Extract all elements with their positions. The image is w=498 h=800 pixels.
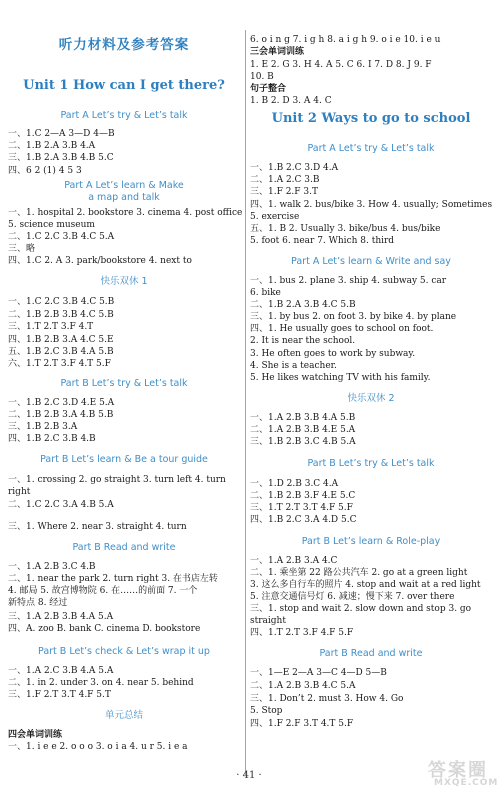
- answer-line: 三、1.T 2.T 3.T 4.F 5.F: [250, 503, 353, 513]
- section-heading: a map and talk: [88, 192, 160, 203]
- section-heading: Part A Let’s learn & Write and say: [291, 256, 451, 267]
- unit-title: Unit 2 Ways to go to school: [271, 111, 471, 126]
- watermark-url: MXQE.COM: [434, 778, 498, 788]
- answer-line: 1. B 2. D 3. A 4. C: [250, 96, 332, 106]
- answer-line: 5. exercise: [250, 212, 300, 222]
- answer-line: 三、1.B 2.A 3.B 4.B 5.C: [8, 153, 114, 163]
- answer-line: straight: [250, 616, 286, 626]
- answer-line: 一、1.B 2.C 3.D 4.A: [250, 163, 339, 173]
- answer-line: 4. She is a teacher.: [250, 361, 337, 371]
- watermark-text: 答案圈: [428, 760, 488, 781]
- section-heading: 快乐双休 2: [347, 393, 395, 404]
- answer-line: 3. 这么多自行车的照片 4. stop and wait at a red light: [250, 580, 481, 590]
- answer-line: 四、1.T 2.T 3.F 4.F 5.F: [250, 628, 354, 638]
- section-heading: 单元总结: [104, 710, 143, 721]
- answer-line: 二、1.B 2.B 3.F 4.E 5.C: [250, 491, 356, 501]
- answer-line: 四、6 2 (1) 4 5 3: [8, 166, 82, 176]
- section-heading: Part B Read and write: [319, 648, 423, 659]
- answer-line: 一、1.A 2.B 3.B 4.A 5.B: [250, 413, 356, 423]
- answer-line: 四、1.C 2. A 3. park/bookstore 4. next to: [8, 256, 192, 266]
- answer-line: 3. He often goes to work by subway.: [250, 349, 416, 359]
- answer-line: 二、1. in 2. under 3. on 4. near 5. behind: [8, 678, 194, 688]
- answer-line: 三、1. Where 2. near 3. straight 4. turn: [8, 522, 187, 532]
- answer-line: 5. foot 6. near 7. Which 8. third: [250, 236, 395, 246]
- answer-line: 三、1.F 2.F 3.T: [250, 187, 318, 197]
- answer-line: 四、1.B 2.B 3.A 4.C 5.E: [8, 335, 114, 345]
- answer-line: 一、1. crossing 2. go straight 3. turn left 4. turn: [8, 475, 226, 485]
- section-heading: Part B Read and write: [72, 542, 176, 553]
- answer-line: 四、1.B 2.C 3.A 4.D 5.C: [250, 515, 357, 525]
- answer-line: 四会单词训练: [8, 730, 63, 740]
- section-heading: Part B Let’s learn & Role-play: [301, 536, 441, 547]
- section-heading: Part B Let’s check & Let’s wrap it up: [38, 646, 210, 657]
- answer-line: 四、1.F 2.F 3.T 4.T 5.F: [250, 719, 354, 729]
- answer-line: 5. 注意交通信号灯 6. 减速；慢下来 7. over there: [250, 592, 455, 602]
- answer-line: 五、1.B 2.C 3.B 4.A 5.B: [8, 347, 114, 357]
- answer-line: 句子整合: [250, 84, 287, 94]
- answer-line: 1. E 2. G 3. H 4. A 5. C 6. I 7. D 8. J 9. F: [250, 60, 432, 70]
- answer-line: 一、1.A 2.B 3.C 4.B: [8, 562, 96, 572]
- watermark-logo: [428, 756, 498, 792]
- section-heading: Part B Let’s learn & Be a tour guide: [40, 454, 208, 465]
- answer-line: 一、1.A 2.B 3.A 4.C: [250, 556, 338, 566]
- answer-line: 一、1.A 2.C 3.B 4.A 5.A: [8, 666, 114, 676]
- section-heading: Part B Let’s try & Let’s talk: [60, 378, 188, 389]
- answer-line: 二、1.A 2.B 3.B 4.C 5.A: [250, 681, 356, 691]
- answer-line: 二、1.B 2.A 3.B 4.A: [8, 141, 96, 151]
- answer-line: 二、1. near the park 2. turn right 3. 在书店左转: [8, 574, 218, 584]
- answer-line: 5. science museum: [8, 220, 95, 230]
- answer-line: 三会单词训练: [250, 47, 305, 57]
- answer-line: 4. 邮局 5. 故宫博物院 6. 在……的前面 7. 一个: [8, 586, 198, 596]
- answer-line: 二、1.C 2.C 3.B 4.C 5.A: [8, 232, 115, 242]
- answer-line: 6. bike: [250, 288, 281, 298]
- answer-line: 二、1.A 2.B 3.B 4.E 5.A: [250, 425, 356, 435]
- answer-line: 三、1. by bus 2. on foot 3. by bike 4. by plane: [250, 312, 457, 322]
- answer-line: 2. It is near the school.: [250, 336, 356, 346]
- section-heading: Part A Let’s try & Let’s talk: [307, 143, 435, 154]
- answer-line: 一、1—E 2—A 3—C 4—D 5—B: [250, 668, 387, 678]
- answer-line: 三、1.B 2.B 3.C 4.B 5.A: [250, 437, 356, 447]
- answer-line: 三、略: [8, 244, 36, 254]
- answer-line: 一、1.D 2.B 3.C 4.A: [250, 479, 339, 489]
- unit-title: Unit 1 How can I get there?: [23, 78, 225, 93]
- answer-line: 四、1. walk 2. bus/bike 3. How 4. usually; Sometimes: [250, 200, 493, 210]
- answer-line: 一、1. hospital 2. bookstore 3. cinema 4. post office: [8, 208, 243, 218]
- answer-line: 二、1.B 2.B 3.B 4.C 5.B: [8, 310, 114, 320]
- answer-line: 三、1.A 2.B 3.B 4.A 5.A: [8, 612, 114, 622]
- column-divider: [245, 30, 246, 775]
- page-number: · 41 ·: [236, 770, 262, 781]
- answer-line: 三、1.F 2.T 3.T 4.F 5.T: [8, 690, 111, 700]
- answer-line: 二、1.B 2.A 3.B 4.C 5.B: [250, 300, 356, 310]
- answer-line: 三、1. stop and wait 2. slow down and stop 3. go: [250, 604, 472, 614]
- section-heading: Part B Let’s try & Let’s talk: [307, 458, 435, 469]
- answer-line: 新特点 8. 经过: [8, 598, 68, 608]
- answer-line: 四、1. He usually goes to school on foot.: [250, 324, 434, 334]
- answer-line: 一、1. i e e 2. o o o 3. o i a 4. u r 5. i e a: [8, 742, 188, 752]
- answer-line: 二、1.C 2.C 3.A 4.B 5.A: [8, 500, 114, 510]
- answer-line: 一、1.C 2.C 3.B 4.C 5.B: [8, 297, 115, 307]
- answer-line: 一、1.B 2.C 3.D 4.E 5.A: [8, 398, 115, 408]
- section-heading: Part A Let’s learn & Make: [64, 180, 184, 191]
- answer-line: 二、1.A 2.C 3.B: [250, 175, 320, 185]
- answer-line: 二、1.B 2.B 3.A 4.B 5.B: [8, 410, 114, 420]
- answer-line: 三、1.T 2.T 3.F 4.T: [8, 322, 94, 332]
- page-title: 听力材料及参考答案: [58, 37, 190, 53]
- answer-line: 四、1.B 2.C 3.B 4.B: [8, 434, 96, 444]
- answer-line: right: [8, 487, 31, 497]
- answer-line: 一、1.C 2—A 3—D 4—B: [8, 129, 115, 139]
- answer-line: 六、1.T 2.T 3.F 4.T 5.F: [8, 359, 111, 369]
- answer-line: 5. He likes watching TV with his family.: [250, 373, 431, 383]
- answer-line: 四、A. zoo B. bank C. cinema D. bookstore: [8, 624, 201, 634]
- answer-line: 一、1. bus 2. plane 3. ship 4. subway 5. car: [250, 276, 447, 286]
- answer-line: 5. Stop: [250, 706, 283, 716]
- answer-line: 三、1.B 2.B 3.A: [8, 422, 78, 432]
- answer-line: 二、1. 乘坐第 22 路公共汽车 2. go at a green light: [250, 568, 468, 578]
- section-heading: 快乐双休 1: [100, 276, 148, 287]
- section-heading: Part A Let’s try & Let’s talk: [60, 110, 188, 121]
- answer-line: 五、1. B 2. Usually 3. bike/bus 4. bus/bike: [250, 224, 441, 234]
- answer-line: 三、1. Don’t 2. must 3. How 4. Go: [250, 694, 404, 704]
- answer-line: 6. o i n g 7. i g h 8. a i g h 9. o i e 10. i e u: [250, 35, 441, 45]
- answer-line: 10. B: [250, 72, 274, 82]
